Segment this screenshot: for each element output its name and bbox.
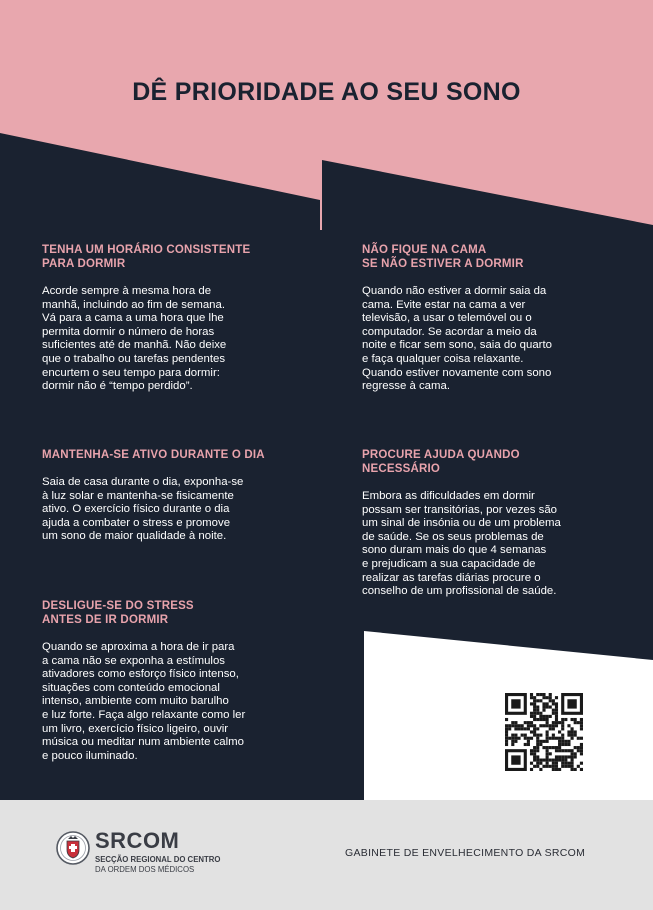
logo-name: SRCOM — [95, 828, 180, 853]
logo-subtitle-line2: DA ORDEM DOS MÉDICOS — [95, 865, 195, 874]
page-title: DÊ PRIORIDADE AO SEU SONO — [132, 78, 521, 106]
logo — [55, 828, 91, 873]
tip-heading: DESLIGUE-SE DO STRESS ANTES DE IR DORMIR — [42, 600, 194, 626]
tip-body: Quando não estiver a dormir saia da cama. Evite estar na cama a ver televisão, a usar o telemóvel ou o computador. Se acordar a meio da noite e ficar sem sono, saia do quarto e faça qualquer coisa relaxante. Quando estiver novamente com sono regresse à cama. — [362, 285, 552, 393]
tip-stay-active — [42, 448, 292, 544]
tip-heading: PROCURE AJUDA QUANDO NECESSÁRIO — [362, 449, 520, 475]
tip-body: Saia de casa durante o dia, exponha-se à luz solar e mantenha-se fisicamente ativo. O exercício físico durante o dia ajuda a combater o stress e promove um sono de maior qualidade à noite. — [42, 476, 244, 543]
qr-code-icon[interactable] — [505, 693, 583, 771]
tip-disconnect-stress — [42, 599, 297, 763]
tip-body: Quando se aproxima a hora de ir para a cama não se exponha a estímulos ativadores como esforço físico intenso, situações com conteúdo emocional intenso, ambiente com muito barulho e luz forte. Faça algo relaxante como ler um livro, exercício físico ligeiro, ouvir música ou meditar num ambiente calmo e pouco iluminado. — [42, 641, 246, 762]
tip-heading: MANTENHA-SE ATIVO DURANTE O DIA — [42, 449, 265, 461]
tip-seek-help — [362, 448, 612, 599]
tip-body: Embora as dificuldades em dormir possam ser transitórias, por vezes são um sinal de insónia ou de um problema de saúde. Se os seus problemas de sono duram mais do que 4 semanas e prejudicam a sua capacidade de realizar as tarefas diárias procure o conselho de um profissional de saúde. — [362, 490, 561, 598]
department-label: GABINETE DE ENVELHECIMENTO DA SRCOM — [345, 847, 586, 859]
tip-leave-bed — [362, 243, 612, 394]
coat-of-arms-icon — [55, 828, 91, 868]
tip-body: Acorde sempre à mesma hora de manhã, incluindo ao fim de semana. Vá para a cama a uma hora que lhe permita dormir o número de horas suficientes até de manhã. Não deixe que o trabalho ou tarefas pendentes encurtem o seu tempo para dormir: dormir não é “tempo perdido”. — [42, 285, 227, 393]
tip-heading: TENHA UM HORÁRIO CONSISTENTE PARA DORMIR — [42, 244, 251, 270]
logo-subtitle-line1: SECÇÃO REGIONAL DO CENTRO — [95, 855, 221, 864]
tip-consistent-schedule — [42, 243, 292, 394]
tip-heading: NÃO FIQUE NA CAMA SE NÃO ESTIVER A DORMIR — [362, 244, 524, 270]
